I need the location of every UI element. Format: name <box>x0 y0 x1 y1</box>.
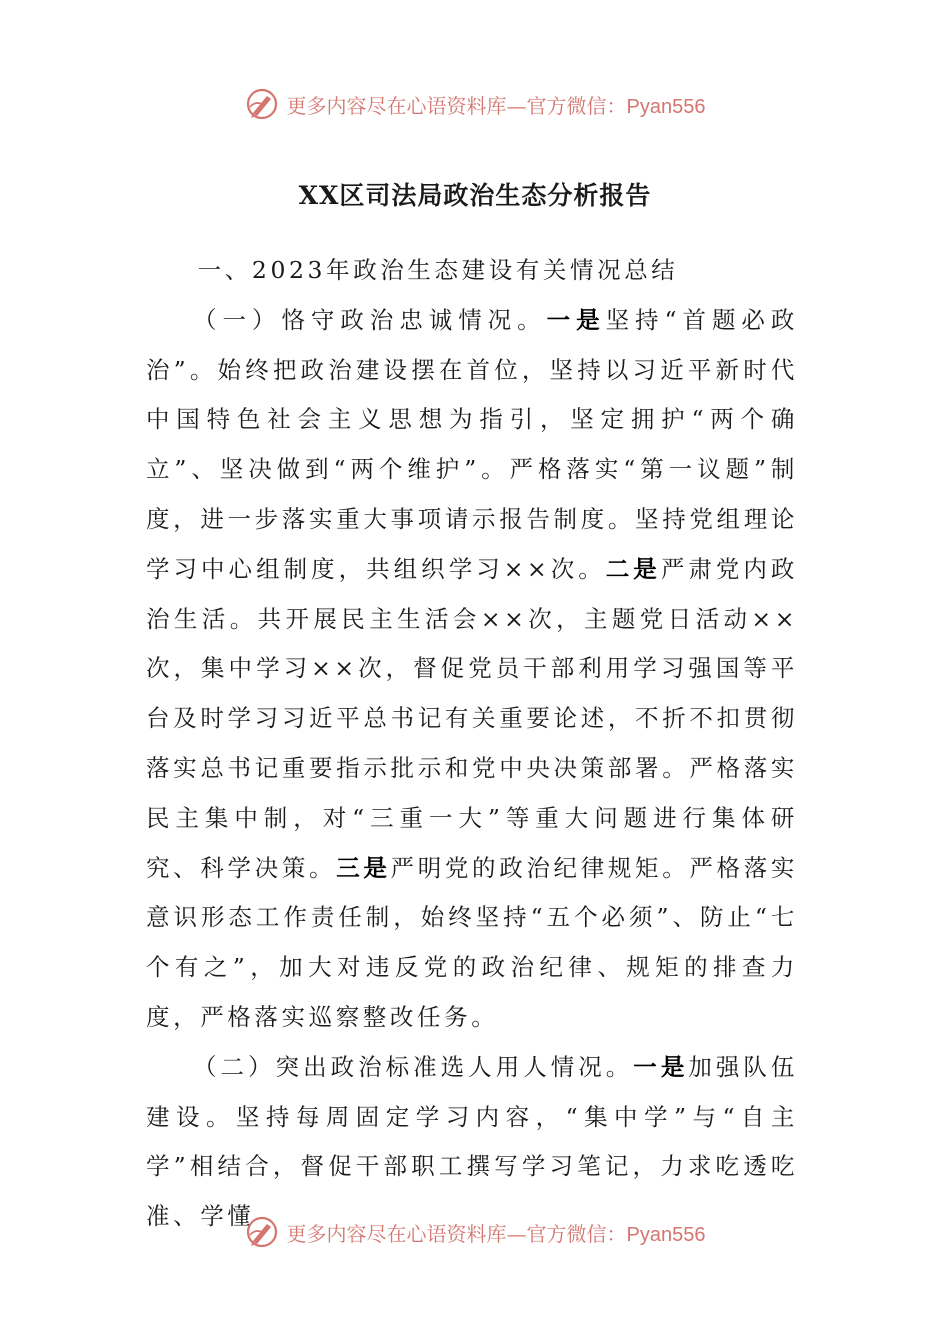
paragraph-text: 严明党的政治纪律规矩。严格落实意识形态工作责任制，始终坚持“五个必须”、防止“七个有之”，加大对违反党的政治纪律、规矩的排查力度，严格落实巡察整改任务。 <box>146 853 799 1031</box>
document-body <box>146 246 798 1242</box>
pen-circle-logo-icon <box>245 87 279 121</box>
lead-marker: 一是 <box>633 1052 689 1081</box>
paragraph-heading: （二）突出政治标准选人用人情况。 <box>193 1052 634 1081</box>
lead-marker: 三是 <box>336 853 391 882</box>
paragraph-heading: （一）恪守政治忠诚情况。 <box>193 305 547 334</box>
paragraph-text: 严肃党内政治生活。共开展民主生活会××次，主题党日活动××次，集中学习××次，督促党员干部利用学习强国等平台及时学习习近平总书记有关重要论述，不折不扣贯彻落实总书记重要指示批示和党中央决策部署。严格落实民主集中制，对“三重一大”等重大问题进行集体研究、科学决策。 <box>146 554 799 882</box>
lead-marker: 二是 <box>605 554 661 583</box>
lead-marker: 一是 <box>546 305 606 334</box>
watermark-text: 更多内容尽在心语资料库—官方微信：Pyan556 <box>286 93 706 118</box>
wechat-id: Pyan556 <box>626 95 706 118</box>
section-heading: 一、2023年政治生态建设有关情况总结 <box>197 256 679 284</box>
pen-circle-logo-icon <box>245 1215 279 1249</box>
header-watermark-banner <box>0 84 950 124</box>
paragraph-text: 加强队伍建设。坚持每周固定学习内容，“集中学”与“自主学”相结合，督促干部职工撰写学习笔记，力求吃透吃准、学懂 <box>146 1052 798 1231</box>
document-title: XX区司法局政治生态分析报告 <box>298 181 652 210</box>
wechat-id: Pyan556 <box>626 1223 706 1246</box>
paragraph-text: 坚持“首题必政治”。始终把政治建设摆在首位，坚持以习近平新时代中国特色社会主义思想为指引，坚定拥护“两个确立”、坚决做到“两个维护”。严格落实“第一议题”制度，进一步落实重大事项请示报告制度。坚持党组理论学习中心组制度，共组织学习××次。 <box>146 305 798 583</box>
paragraph-political-loyalty <box>146 296 798 1043</box>
watermark-text: 更多内容尽在心语资料库—官方微信：Pyan556 <box>286 1221 706 1246</box>
footer-watermark-banner <box>0 1212 950 1252</box>
